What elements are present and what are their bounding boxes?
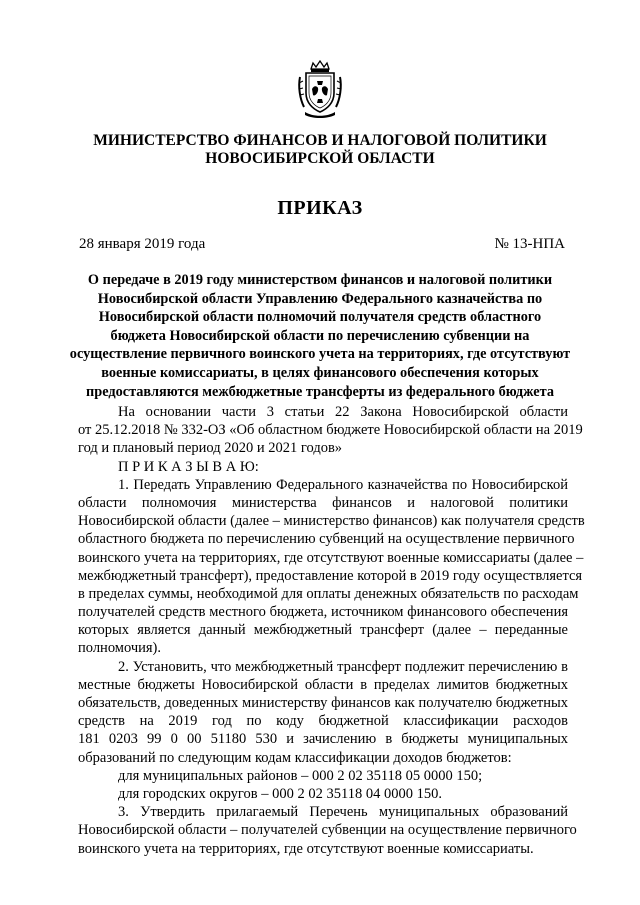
document-date: 28 января 2019 года [79, 236, 206, 252]
body-line: для городских округов – 000 2 02 35118 04 0000 150. [118, 785, 442, 802]
coat-of-arms-emblem [297, 59, 343, 119]
body-line: Новосибирской области – получателей субвенции на осуществление первичного [78, 822, 577, 839]
subject-line: Новосибирской области Управлению Федерального казначейства по [97, 290, 543, 307]
body-line: средств на 2019 год по коду бюджетной классификации расходов [78, 713, 568, 730]
body-line: области полномочия министерства финансов и налоговой политики [78, 494, 568, 511]
body-line: областного бюджета по перечислению субвенций на осуществление первичного [78, 531, 575, 548]
body-line: обязательств, доведенных министерству финансов как получателю бюджетных [78, 695, 568, 711]
body-line: 2. Установить, что межбюджетный трансферт подлежит перечислению в [118, 658, 568, 675]
body-line: 3. Утвердить прилагаемый Перечень муниципальных образований [118, 804, 568, 821]
document-number: № 13-НПА [494, 236, 565, 252]
body-line: получателей средств местного бюджета, источником финансового обеспечения [78, 604, 568, 621]
order-verb: П Р И К А З Ы В А Ю: [118, 458, 259, 475]
body-line: в пределах суммы, необходимой для оплаты денежных обязательств по расходам [78, 585, 579, 602]
subject-line: предоставляются межбюджетные трансферты из федерального бюджета [86, 383, 554, 400]
body-line: год и плановый период 2020 и 2021 годов» [78, 440, 343, 457]
subject-line: военные комиссариаты, в целях финансового обеспечения которых [101, 364, 539, 381]
body-line: На основании части 3 статьи 22 Закона Новосибирской области [118, 404, 568, 420]
document-body [78, 403, 585, 858]
body-line: от 25.12.2018 № 332-ОЗ «Об областном бюджете Новосибирской области на 2019 [78, 422, 583, 439]
body-line: полномочия). [78, 640, 162, 657]
body-line: образований по следующим кодам классификации доходов бюджетов: [78, 749, 512, 766]
body-line: которых является данный межбюджетный трансферт (далее – переданные [78, 622, 568, 639]
body-line: 1. Передать Управлению Федерального казначейства по Новосибирской [118, 476, 568, 493]
subject-line: О передаче в 2019 году министерством финансов и налоговой политики [87, 272, 553, 288]
body-line: 181 0203 99 0 00 51180 530 и зачислению в бюджеты муниципальных [78, 731, 568, 748]
ministry-name-line-2: НОВОСИБИРСКОЙ ОБЛАСТИ [205, 150, 435, 167]
body-line: межбюджетный трансферт), предоставление которой в 2019 году осуществляется [78, 567, 583, 584]
subject-line: Новосибирской области полномочий получателя средств областного [98, 309, 542, 326]
subject-line: бюджета Новосибирской области по перечислению субвенции на [110, 327, 530, 344]
body-line: воинского учета на территориях, где отсутствуют военные комиссариаты. [78, 840, 534, 857]
body-line: воинского учета на территориях, где отсутствуют военные комиссариаты (далее – [78, 549, 584, 566]
body-line: Новосибирской области (далее – министерство финансов) как получателя средств [78, 513, 585, 530]
document-type-title: ПРИКАЗ [277, 197, 363, 219]
body-line: местные бюджеты Новосибирской области в пределах лимитов бюджетных [78, 676, 568, 693]
body-line: для муниципальных районов – 000 2 02 35118 05 0000 150; [118, 767, 483, 784]
document-subject [60, 271, 580, 401]
ministry-name-line-1: МИНИСТЕРСТВО ФИНАНСОВ И НАЛОГОВОЙ ПОЛИТИКИ [93, 132, 547, 149]
subject-line: осуществление первичного воинского учета на территориях, где отсутствуют [69, 346, 571, 363]
